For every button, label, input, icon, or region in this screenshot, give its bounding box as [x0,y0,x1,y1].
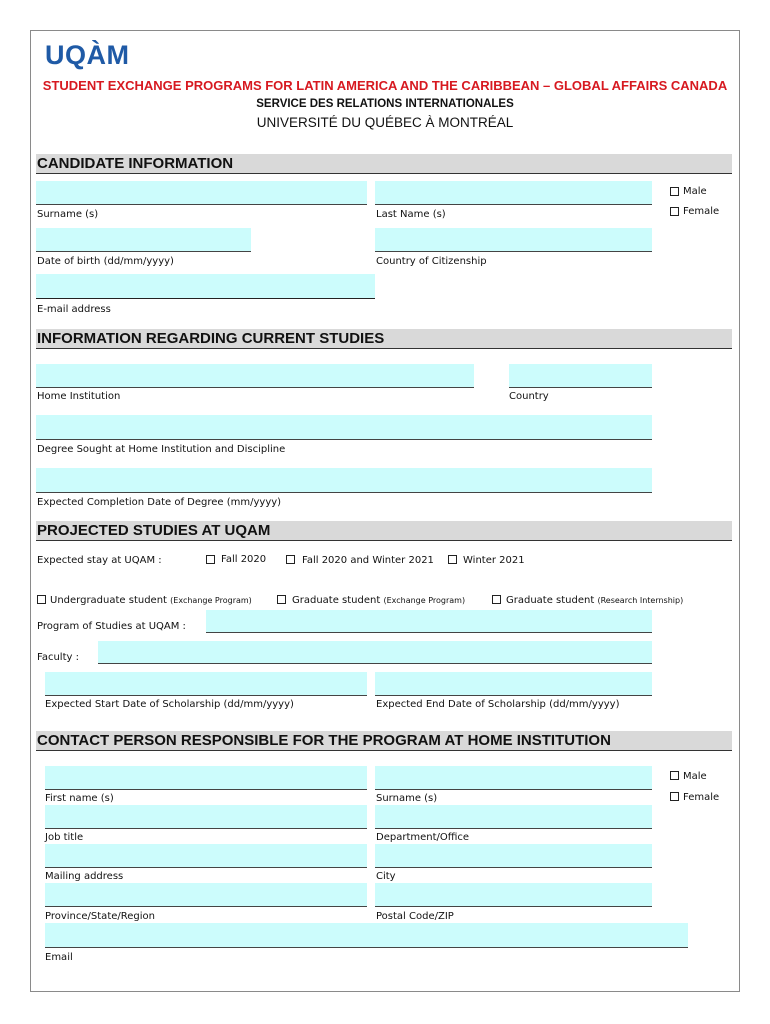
citizenship-label: Country of Citizenship [376,256,487,267]
department-field[interactable] [375,805,652,829]
province-label: Province/State/Region [45,911,155,922]
dob-label: Date of birth (dd/mm/yyyy) [37,256,174,267]
graduate-research-checkbox[interactable] [492,595,501,604]
degree-label: Degree Sought at Home Institution and Discipline [37,444,286,455]
email-field[interactable] [36,274,375,299]
program-title: STUDENT EXCHANGE PROGRAMS FOR LATIN AMERICA AND THE CARIBBEAN – GLOBAL AFFAIRS CANADA [42,78,728,93]
section-projected-studies: PROJECTED STUDIES AT UQAM [36,521,732,541]
graduate-label: Graduate student (Exchange Program) [292,595,466,606]
contact-first-name-label: First name (s) [45,793,114,804]
section-contact-person: CONTACT PERSON RESPONSIBLE FOR THE PROGRAM AT HOME INSTITUTION [36,731,732,751]
completion-date-field[interactable] [36,468,652,493]
faculty-label: Faculty : [37,652,79,663]
mailing-address-label: Mailing address [45,871,124,882]
undergraduate-checkbox[interactable] [37,595,46,604]
contact-first-name-field[interactable] [45,766,367,790]
city-label: City [376,871,396,882]
graduate-research-label: Graduate student (Research Internship) [506,595,684,606]
last-name-field[interactable] [375,181,652,205]
start-date-field[interactable] [45,672,367,696]
province-field[interactable] [45,883,367,907]
undergraduate-label: Undergraduate student (Exchange Program) [50,595,252,606]
home-institution-label: Home Institution [37,391,121,402]
degree-field[interactable] [36,415,652,440]
city-field[interactable] [375,844,652,868]
winter-2021-label: Winter 2021 [463,555,525,566]
mailing-address-field[interactable] [45,844,367,868]
completion-date-label: Expected Completion Date of Degree (mm/yyyy) [37,497,282,508]
surname-label: Surname (s) [37,209,99,220]
home-institution-field[interactable] [36,364,474,388]
male-label: Male [683,186,707,197]
fall-winter-label: Fall 2020 and Winter 2021 [302,555,434,566]
university-title: UNIVERSITÉ DU QUÉBEC À MONTRÉAL [256,115,514,130]
expected-stay-label: Expected stay at UQAM : [37,555,162,566]
citizenship-field[interactable] [375,228,652,252]
contact-female-label: Female [683,792,720,803]
job-title-field[interactable] [45,805,367,829]
contact-male-checkbox[interactable] [670,771,679,780]
department-label: Department/Office [376,832,470,843]
fall-2020-label: Fall 2020 [221,554,267,565]
uqam-logo: UQÀM [45,40,130,70]
country-label: Country [509,391,549,402]
job-title-label: Job title [45,832,84,843]
program-of-studies-label: Program of Studies at UQAM : [37,621,186,632]
country-field[interactable] [509,364,652,388]
winter-2021-checkbox[interactable] [448,555,457,564]
graduate-checkbox[interactable] [277,595,286,604]
contact-male-label: Male [683,771,707,782]
surname-field[interactable] [36,181,367,205]
female-checkbox[interactable] [670,207,679,216]
end-date-field[interactable] [375,672,652,696]
program-of-studies-field[interactable] [206,610,652,633]
end-date-label: Expected End Date of Scholarship (dd/mm/yyyy) [376,699,620,710]
postal-code-label: Postal Code/ZIP [376,911,454,922]
postal-code-field[interactable] [375,883,652,907]
male-checkbox[interactable] [670,187,679,196]
contact-surname-field[interactable] [375,766,652,790]
fall-winter-checkbox[interactable] [286,555,295,564]
section-current-studies: INFORMATION REGARDING CURRENT STUDIES [36,329,732,349]
last-name-label: Last Name (s) [376,209,446,220]
faculty-field[interactable] [98,641,652,664]
contact-female-checkbox[interactable] [670,792,679,801]
dob-field[interactable] [36,228,251,252]
fall-2020-checkbox[interactable] [206,555,215,564]
section-candidate-information: CANDIDATE INFORMATION [36,154,732,174]
start-date-label: Expected Start Date of Scholarship (dd/mm/yyyy) [45,699,294,710]
service-title: SERVICE DES RELATIONS INTERNATIONALES [256,98,514,110]
female-label: Female [683,206,720,217]
contact-surname-label: Surname (s) [376,793,438,804]
contact-email-label: Email [45,952,73,963]
email-label: E-mail address [37,304,111,315]
contact-email-field[interactable] [45,923,688,948]
